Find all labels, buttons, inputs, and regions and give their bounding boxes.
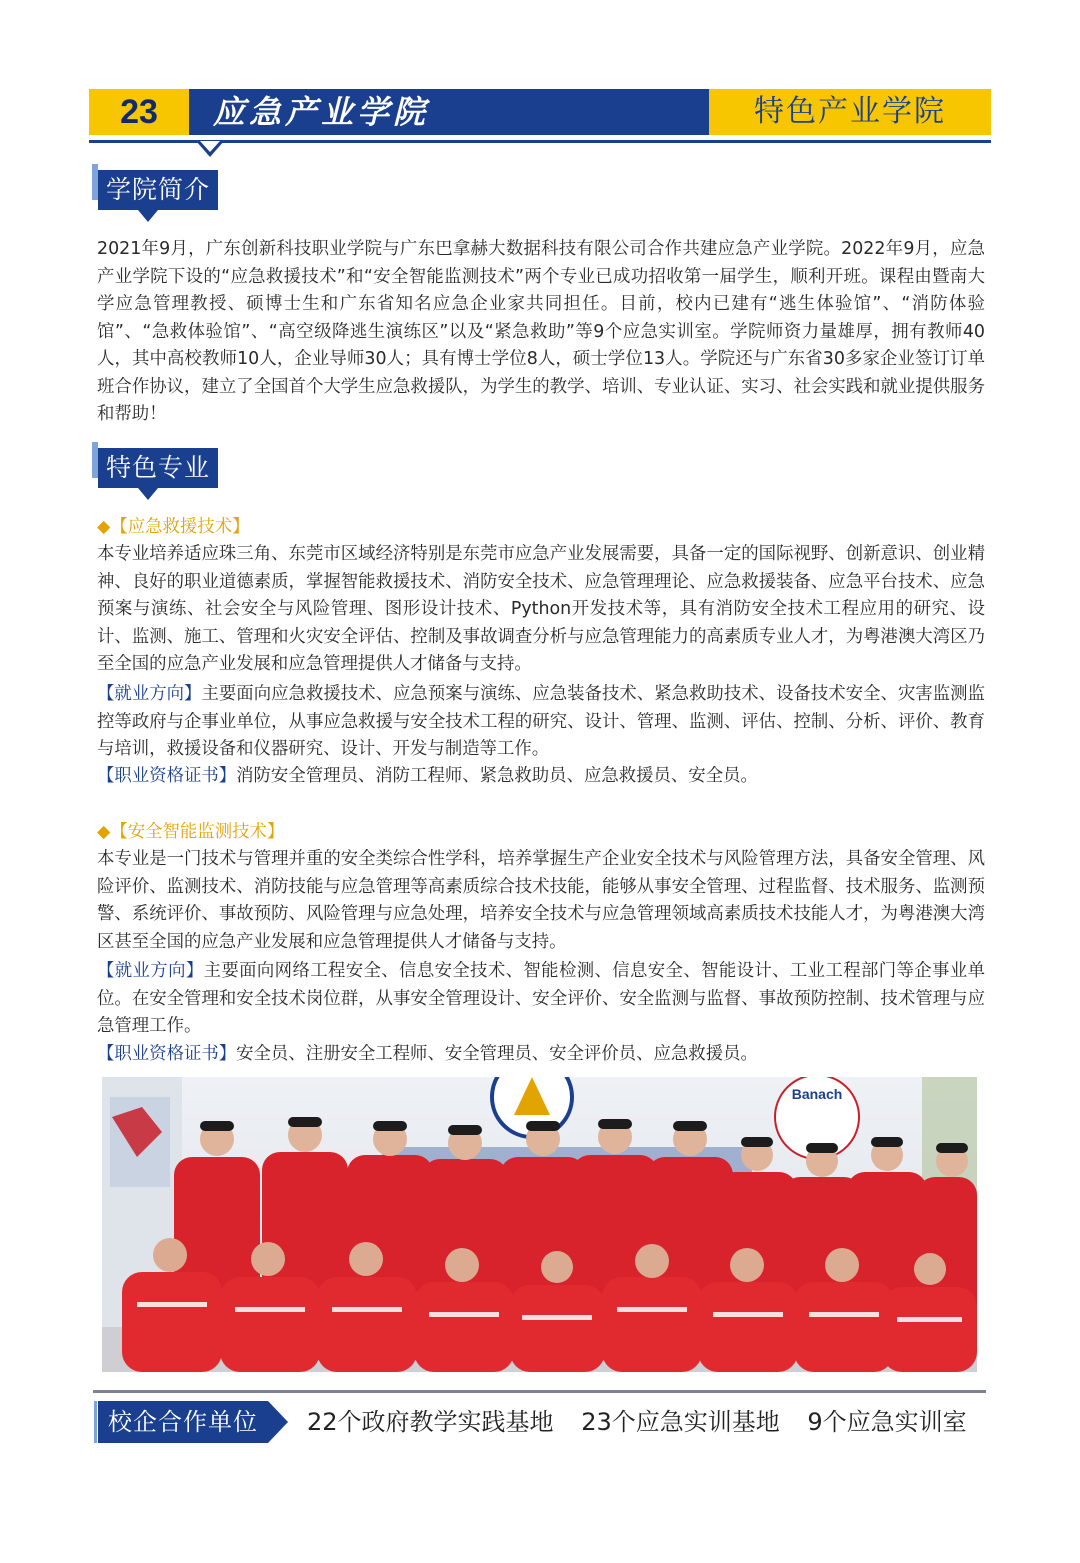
page-title: 应急产业学院 <box>189 89 709 135</box>
group-photo-illustration <box>102 1077 977 1372</box>
partner-stat-1: 22个政府教学实践基地 <box>307 1408 554 1436</box>
major-description-1: 本专业培养适应珠三角、东莞市区域经济特别是东莞市应急产业发展需要，具备一定的国际视野、创新意识、创业精神、良好的职业道德素质，掌握智能救援技术、消防安全技术、应急管理理论、应急救援装备、应急平台技术、应急预案与演练、社会安全与风险管理、图形设计技术、Python开发技术等，具有消防安全技术工程应用的研究、设计、监测、施工、管理和火灾安全评估、控制及事故调查分析与应急管理能力的高素质专业人才，为粤港澳大湾区乃至全国的应急产业发展和应急管理提供人才储备与支持。 <box>97 544 985 674</box>
major-cert-1 <box>97 763 985 791</box>
career-text: 主要面向网络工程安全、信息安全技术、智能检测、信息安全、智能设计、工业工程部门等企事业单位。在安全管理和安全技术岗位群，从事安全管理设计、安全评价、安全监测与监督、事故预防控制、技术管理与应急管理工作。 <box>97 961 985 1036</box>
career-label: 【就业方向】 <box>97 684 202 704</box>
group-photo <box>102 1077 977 1372</box>
major-description-2: 本专业是一门技术与管理并重的安全类综合性学科，培养掌握生产企业安全技术与风险管理方法，具备安全管理、风险评价、监测技术、消防技能与应急管理等高素质综合技术技能，能够从事安全管理、过程监督、技术服务、监测预警、系统评价、事故预防、风险管理与应急处理，培养安全技术与应急管理领域高素质技术技能人才，为粤港澳大湾区甚至全国的应急产业发展和应急管理提供人才储备与支持。 <box>97 849 985 952</box>
majors-heading: 特色专业 <box>98 448 218 488</box>
intro-paragraph: 2021年9月，广东创新科技职业学院与广东巴拿赫大数据科技有限公司合作共建应急产业学院。2022年9月，应急产业学院下设的“应急救援技术”和“安全智能监测技术”两个专业已成功招收第一届学生，顺利开班。课程由暨南大学应急管理教授、硕博士生和广东省知名应急企业家共同担任。目前，校内已建有“逃生体验馆”、“消防体验馆”、“急救体验馆”、“高空级降逃生演练区”以及“紧急救助”等9个应急实训室。学院师资力量雄厚，拥有教师40人，其中高校教师10人，企业导师30人；具有博士学位8人，硕士学位13人。学院还与广东省30多家企业签订订单班合作协议，建立了全国首个大学生应急救援队，为学生的教学、培训、专业认证、实习、社会实践和就业提供服务和帮助！ <box>97 239 985 424</box>
cert-text: 安全员、注册安全工程师、安全管理员、安全评价员、应急救援员。 <box>236 1044 758 1064</box>
banner-logo-text: Banach <box>791 1086 843 1102</box>
major-career-1 <box>97 681 985 764</box>
footer-divider <box>93 1390 986 1393</box>
category-label: 特色产业学院 <box>709 89 991 135</box>
cert-text: 消防安全管理员、消防工程师、紧急救助员、应急救援员、安全员。 <box>236 766 758 786</box>
major-title-2: ◆【安全智能监测技术】 <box>97 822 285 842</box>
page-number: 23 <box>89 89 189 135</box>
partner-heading: 校企合作单位 <box>98 1401 268 1443</box>
partner-stat-2: 23个应急实训基地 <box>581 1408 780 1436</box>
cert-label: 【职业资格证书】 <box>97 1044 237 1064</box>
header-divider <box>89 140 991 143</box>
page-header <box>89 89 991 135</box>
partner-stat-3: 9个应急实训室 <box>807 1408 967 1436</box>
major-title-1: ◆【应急救援技术】 <box>97 517 250 537</box>
major-career-2 <box>97 958 985 1041</box>
career-text: 主要面向应急救援技术、应急预案与演练、应急装备技术、紧急救助技术、设备技术安全、灾害监测监控等政府与企事业单位，从事应急救援与安全技术工程的研究、设计、管理、监测、评估、控制、分析、评价、教育与培训，救援设备和仪器研究、设计、开发与制造等工作。 <box>97 684 985 759</box>
partner-stats <box>307 1404 987 1440</box>
intro-heading: 学院简介 <box>98 170 218 210</box>
career-label: 【就业方向】 <box>97 961 204 981</box>
cert-label: 【职业资格证书】 <box>97 766 237 786</box>
major-cert-2 <box>97 1041 985 1069</box>
